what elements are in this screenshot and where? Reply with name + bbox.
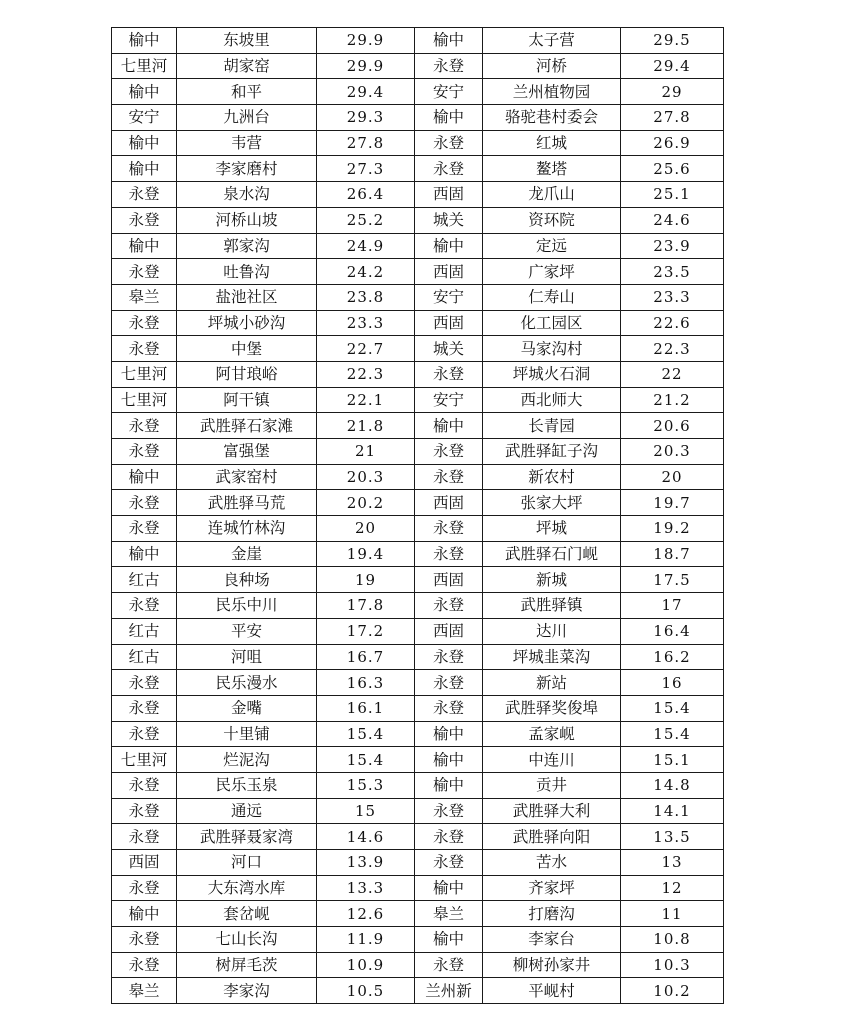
site-cell: 良种场 (177, 567, 317, 593)
site-cell: 李家磨村 (177, 156, 317, 182)
district-cell: 永登 (415, 824, 483, 850)
table-row (112, 439, 724, 465)
site-cell: 东坡里 (177, 28, 317, 54)
value-cell: 19.4 (317, 541, 415, 567)
district-cell: 永登 (112, 490, 177, 516)
district-cell: 榆中 (415, 747, 483, 773)
value-cell: 13.9 (317, 850, 415, 876)
district-cell: 永登 (112, 439, 177, 465)
district-cell: 七里河 (112, 387, 177, 413)
table-row (112, 567, 724, 593)
value-cell: 24.6 (621, 207, 724, 233)
table-row (112, 310, 724, 336)
site-cell: 武胜驿向阳 (483, 824, 621, 850)
site-cell: 郭家沟 (177, 233, 317, 259)
site-cell: 骆驼巷村委会 (483, 105, 621, 131)
value-cell: 15.3 (317, 772, 415, 798)
site-cell: 民乐漫水 (177, 670, 317, 696)
table-row (112, 53, 724, 79)
site-cell: 和平 (177, 79, 317, 105)
value-cell: 24.2 (317, 259, 415, 285)
value-cell: 16.4 (621, 618, 724, 644)
table-row (112, 182, 724, 208)
site-cell: 太子营 (483, 28, 621, 54)
site-cell: 鳌塔 (483, 156, 621, 182)
site-cell: 平岘村 (483, 978, 621, 1004)
site-cell: 河咀 (177, 644, 317, 670)
district-cell: 永登 (112, 413, 177, 439)
site-cell: 化工园区 (483, 310, 621, 336)
value-cell: 26.9 (621, 130, 724, 156)
table-row (112, 207, 724, 233)
value-cell: 16.2 (621, 644, 724, 670)
district-cell: 皋兰 (112, 978, 177, 1004)
value-cell: 22.3 (317, 361, 415, 387)
site-cell: 兰州植物园 (483, 79, 621, 105)
site-cell: 中堡 (177, 336, 317, 362)
site-cell: 金嘴 (177, 695, 317, 721)
table-row (112, 875, 724, 901)
value-cell: 15 (317, 798, 415, 824)
site-cell: 张家大坪 (483, 490, 621, 516)
value-cell: 14.8 (621, 772, 724, 798)
site-cell: 武胜驿缸子沟 (483, 439, 621, 465)
value-cell: 29 (621, 79, 724, 105)
district-cell: 永登 (112, 516, 177, 542)
value-cell: 29.4 (621, 53, 724, 79)
value-cell: 29.3 (317, 105, 415, 131)
site-cell: 齐家坪 (483, 875, 621, 901)
site-cell: 李家沟 (177, 978, 317, 1004)
table-row (112, 798, 724, 824)
value-cell: 22.7 (317, 336, 415, 362)
site-cell: 苦水 (483, 850, 621, 876)
table-row (112, 670, 724, 696)
value-cell: 20.3 (317, 464, 415, 490)
table-row (112, 361, 724, 387)
district-cell: 永登 (415, 130, 483, 156)
site-cell: 仁寿山 (483, 284, 621, 310)
value-cell: 27.3 (317, 156, 415, 182)
table-row (112, 28, 724, 54)
site-cell: 富强堡 (177, 439, 317, 465)
district-cell: 榆中 (415, 721, 483, 747)
district-cell: 西固 (112, 850, 177, 876)
district-cell: 永登 (112, 310, 177, 336)
site-cell: 民乐玉泉 (177, 772, 317, 798)
value-cell: 10.2 (621, 978, 724, 1004)
district-cell: 榆中 (415, 105, 483, 131)
value-cell: 23.5 (621, 259, 724, 285)
value-cell: 17 (621, 593, 724, 619)
district-cell: 城关 (415, 207, 483, 233)
site-cell: 河口 (177, 850, 317, 876)
site-cell: 武胜驿镇 (483, 593, 621, 619)
district-cell: 榆中 (112, 233, 177, 259)
value-cell: 25.2 (317, 207, 415, 233)
district-cell: 永登 (112, 927, 177, 953)
district-cell: 西固 (415, 259, 483, 285)
value-cell: 16.3 (317, 670, 415, 696)
site-cell: 新城 (483, 567, 621, 593)
district-cell: 永登 (112, 207, 177, 233)
district-cell: 永登 (112, 721, 177, 747)
district-cell: 永登 (415, 593, 483, 619)
district-cell: 永登 (415, 850, 483, 876)
district-cell: 榆中 (112, 464, 177, 490)
table-row (112, 695, 724, 721)
table-row (112, 952, 724, 978)
value-cell: 17.8 (317, 593, 415, 619)
district-cell: 西固 (415, 567, 483, 593)
table-row (112, 336, 724, 362)
district-cell: 榆中 (112, 156, 177, 182)
value-cell: 23.9 (621, 233, 724, 259)
district-cell: 安宁 (415, 79, 483, 105)
district-cell: 七里河 (112, 361, 177, 387)
value-cell: 20 (621, 464, 724, 490)
district-cell: 永登 (415, 644, 483, 670)
site-cell: 长青园 (483, 413, 621, 439)
table-row (112, 593, 724, 619)
district-cell: 永登 (112, 824, 177, 850)
value-cell: 29.9 (317, 53, 415, 79)
site-cell: 新站 (483, 670, 621, 696)
value-cell: 14.1 (621, 798, 724, 824)
value-cell: 10.5 (317, 978, 415, 1004)
site-cell: 金崖 (177, 541, 317, 567)
district-cell: 城关 (415, 336, 483, 362)
site-cell: 武胜驿大利 (483, 798, 621, 824)
table-row (112, 464, 724, 490)
value-cell: 22.6 (621, 310, 724, 336)
district-cell: 七里河 (112, 747, 177, 773)
value-cell: 24.9 (317, 233, 415, 259)
district-cell: 榆中 (112, 901, 177, 927)
district-cell: 榆中 (112, 130, 177, 156)
value-cell: 10.3 (621, 952, 724, 978)
site-cell: 武胜驿马荒 (177, 490, 317, 516)
value-cell: 27.8 (317, 130, 415, 156)
value-cell: 13.3 (317, 875, 415, 901)
value-cell: 16.1 (317, 695, 415, 721)
value-cell: 15.4 (317, 747, 415, 773)
site-cell: 连城竹林沟 (177, 516, 317, 542)
value-cell: 22.1 (317, 387, 415, 413)
site-cell: 西北师大 (483, 387, 621, 413)
table-row (112, 927, 724, 953)
site-cell: 河桥山坡 (177, 207, 317, 233)
district-cell: 西固 (415, 618, 483, 644)
district-cell: 永登 (415, 670, 483, 696)
table-row (112, 490, 724, 516)
district-cell: 永登 (112, 875, 177, 901)
value-cell: 10.8 (621, 927, 724, 953)
site-cell: 吐鲁沟 (177, 259, 317, 285)
district-cell: 永登 (415, 952, 483, 978)
district-cell: 安宁 (415, 387, 483, 413)
value-cell: 23.8 (317, 284, 415, 310)
value-cell: 17.2 (317, 618, 415, 644)
value-cell: 12.6 (317, 901, 415, 927)
table-row (112, 105, 724, 131)
district-cell: 皋兰 (415, 901, 483, 927)
site-cell: 武胜驿石家滩 (177, 413, 317, 439)
site-cell: 广家坪 (483, 259, 621, 285)
site-cell: 达川 (483, 618, 621, 644)
value-cell: 16 (621, 670, 724, 696)
value-cell: 29.4 (317, 79, 415, 105)
site-cell: 坪城韭菜沟 (483, 644, 621, 670)
site-cell: 柳树孙家井 (483, 952, 621, 978)
table-row (112, 516, 724, 542)
district-cell: 永登 (112, 772, 177, 798)
district-cell: 永登 (415, 156, 483, 182)
site-cell: 资环院 (483, 207, 621, 233)
table-row (112, 644, 724, 670)
district-cell: 西固 (415, 490, 483, 516)
site-cell: 胡家窑 (177, 53, 317, 79)
site-cell: 坪城火石洞 (483, 361, 621, 387)
value-cell: 19.7 (621, 490, 724, 516)
value-cell: 29.5 (621, 28, 724, 54)
table-row (112, 850, 724, 876)
site-cell: 武胜驿奖俊埠 (483, 695, 621, 721)
table-row (112, 618, 724, 644)
district-cell: 榆中 (415, 413, 483, 439)
site-cell: 李家台 (483, 927, 621, 953)
value-cell: 25.1 (621, 182, 724, 208)
table-row (112, 413, 724, 439)
value-cell: 21.8 (317, 413, 415, 439)
site-cell: 套岔岘 (177, 901, 317, 927)
site-cell: 定远 (483, 233, 621, 259)
value-cell: 23.3 (317, 310, 415, 336)
table-row (112, 156, 724, 182)
value-cell: 14.6 (317, 824, 415, 850)
district-cell: 永登 (112, 593, 177, 619)
value-cell: 22.3 (621, 336, 724, 362)
value-cell: 27.8 (621, 105, 724, 131)
site-cell: 新农村 (483, 464, 621, 490)
site-cell: 平安 (177, 618, 317, 644)
value-cell: 11 (621, 901, 724, 927)
value-cell: 17.5 (621, 567, 724, 593)
value-cell: 19 (317, 567, 415, 593)
table-row (112, 772, 724, 798)
site-cell: 中连川 (483, 747, 621, 773)
site-cell: 七山长沟 (177, 927, 317, 953)
table-row (112, 387, 724, 413)
site-cell: 武家窑村 (177, 464, 317, 490)
table-row (112, 978, 724, 1004)
district-cell: 永登 (112, 336, 177, 362)
table-row (112, 824, 724, 850)
value-cell: 12 (621, 875, 724, 901)
site-cell: 十里铺 (177, 721, 317, 747)
value-cell: 20.6 (621, 413, 724, 439)
site-cell: 韦营 (177, 130, 317, 156)
site-cell: 阿干镇 (177, 387, 317, 413)
value-cell: 22 (621, 361, 724, 387)
site-cell: 龙爪山 (483, 182, 621, 208)
value-cell: 23.3 (621, 284, 724, 310)
table-row (112, 901, 724, 927)
value-cell: 10.9 (317, 952, 415, 978)
district-cell: 永登 (415, 516, 483, 542)
value-cell: 13.5 (621, 824, 724, 850)
district-cell: 红古 (112, 644, 177, 670)
site-cell: 大东湾水库 (177, 875, 317, 901)
district-cell: 永登 (112, 182, 177, 208)
value-cell: 19.2 (621, 516, 724, 542)
district-cell: 七里河 (112, 53, 177, 79)
district-cell: 榆中 (415, 28, 483, 54)
site-cell: 坪城 (483, 516, 621, 542)
district-cell: 榆中 (112, 541, 177, 567)
table-row (112, 541, 724, 567)
district-cell: 榆中 (112, 79, 177, 105)
district-cell: 永登 (112, 259, 177, 285)
district-cell: 永登 (415, 439, 483, 465)
value-cell: 15.4 (317, 721, 415, 747)
table-row (112, 79, 724, 105)
value-cell: 20.2 (317, 490, 415, 516)
district-cell: 安宁 (415, 284, 483, 310)
site-cell: 武胜驿石门岘 (483, 541, 621, 567)
value-cell: 21 (317, 439, 415, 465)
district-cell: 永登 (415, 798, 483, 824)
district-cell: 永登 (415, 464, 483, 490)
table-row (112, 259, 724, 285)
table-row (112, 233, 724, 259)
site-cell: 武胜驿聂家湾 (177, 824, 317, 850)
district-cell: 榆中 (415, 772, 483, 798)
value-cell: 26.4 (317, 182, 415, 208)
district-cell: 永登 (112, 952, 177, 978)
site-cell: 河桥 (483, 53, 621, 79)
value-cell: 16.7 (317, 644, 415, 670)
district-cell: 安宁 (112, 105, 177, 131)
table-row (112, 721, 724, 747)
district-cell: 皋兰 (112, 284, 177, 310)
table-row (112, 284, 724, 310)
district-cell: 西固 (415, 182, 483, 208)
district-cell: 永登 (112, 670, 177, 696)
table-row (112, 130, 724, 156)
district-cell: 红古 (112, 618, 177, 644)
value-cell: 25.6 (621, 156, 724, 182)
site-cell: 树屏毛茨 (177, 952, 317, 978)
district-cell: 永登 (112, 798, 177, 824)
site-cell: 泉水沟 (177, 182, 317, 208)
value-cell: 11.9 (317, 927, 415, 953)
site-cell: 通远 (177, 798, 317, 824)
district-cell: 榆中 (112, 28, 177, 54)
site-cell: 打磨沟 (483, 901, 621, 927)
value-cell: 21.2 (621, 387, 724, 413)
district-cell: 榆中 (415, 233, 483, 259)
value-cell: 20.3 (621, 439, 724, 465)
site-cell: 贡井 (483, 772, 621, 798)
district-cell: 榆中 (415, 875, 483, 901)
value-cell: 20 (317, 516, 415, 542)
value-cell: 18.7 (621, 541, 724, 567)
site-cell: 盐池社区 (177, 284, 317, 310)
rainfall-table (111, 27, 724, 1004)
site-cell: 孟家岘 (483, 721, 621, 747)
district-cell: 西固 (415, 310, 483, 336)
value-cell: 13 (621, 850, 724, 876)
district-cell: 永登 (415, 695, 483, 721)
site-cell: 九洲台 (177, 105, 317, 131)
value-cell: 15.1 (621, 747, 724, 773)
table-row (112, 747, 724, 773)
district-cell: 榆中 (415, 927, 483, 953)
value-cell: 15.4 (621, 695, 724, 721)
district-cell: 兰州新 (415, 978, 483, 1004)
district-cell: 永登 (112, 695, 177, 721)
table-body (112, 28, 724, 1004)
district-cell: 红古 (112, 567, 177, 593)
district-cell: 永登 (415, 361, 483, 387)
site-cell: 阿甘琅峪 (177, 361, 317, 387)
district-cell: 永登 (415, 541, 483, 567)
value-cell: 29.9 (317, 28, 415, 54)
site-cell: 民乐中川 (177, 593, 317, 619)
site-cell: 烂泥沟 (177, 747, 317, 773)
site-cell: 坪城小砂沟 (177, 310, 317, 336)
value-cell: 15.4 (621, 721, 724, 747)
district-cell: 永登 (415, 53, 483, 79)
site-cell: 马家沟村 (483, 336, 621, 362)
site-cell: 红城 (483, 130, 621, 156)
